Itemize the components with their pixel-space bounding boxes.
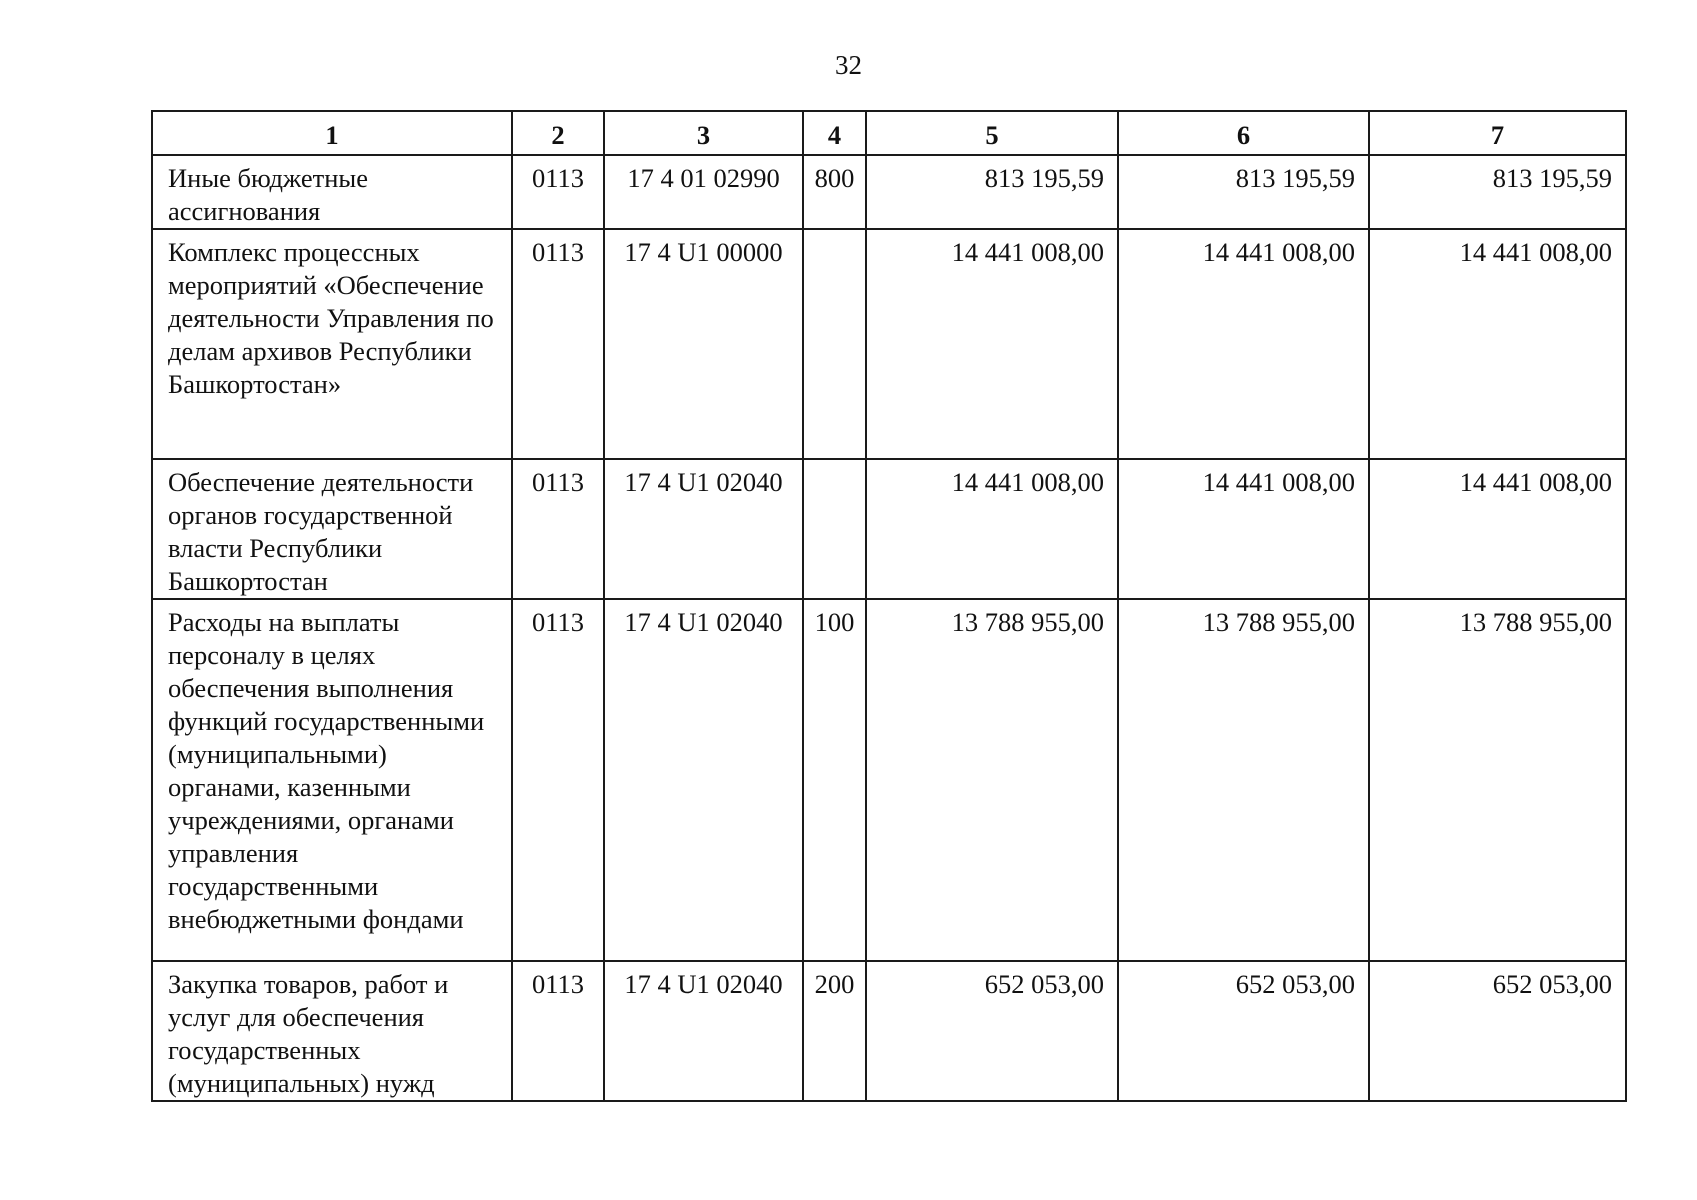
- budget-table: [151, 110, 1627, 1102]
- row-target: 17 4 U1 02040: [604, 961, 803, 1101]
- row-target: 17 4 01 02990: [604, 155, 803, 229]
- row-type: [803, 459, 866, 599]
- row-name: Обеспечение деятельности органов государственной власти Республики Башкортостан: [152, 459, 512, 599]
- row-section: 0113: [512, 155, 604, 229]
- row-amount-3: 13 788 955,00: [1369, 599, 1626, 961]
- row-amount-1: 13 788 955,00: [866, 599, 1118, 961]
- row-amount-3: 813 195,59: [1369, 155, 1626, 229]
- row-amount-3: 14 441 008,00: [1369, 229, 1626, 459]
- header-col-7: 7: [1369, 111, 1626, 155]
- header-col-4: 4: [803, 111, 866, 155]
- row-name: Расходы на выплаты персоналу в целях обеспечения выполнения функций государственными (муниципальными) органами, казенными учреждениями, органами управления государственными внебюджетными фондами: [152, 599, 512, 961]
- row-name: Закупка товаров, работ и услуг для обеспечения государственных (муниципальных) нужд: [152, 961, 512, 1101]
- row-section: 0113: [512, 599, 604, 961]
- row-amount-1: 813 195,59: [866, 155, 1118, 229]
- row-amount-2: 813 195,59: [1118, 155, 1369, 229]
- table-row: [152, 229, 1626, 459]
- row-amount-3: 652 053,00: [1369, 961, 1626, 1101]
- header-col-1: 1: [152, 111, 512, 155]
- row-amount-3: 14 441 008,00: [1369, 459, 1626, 599]
- row-target: 17 4 U1 02040: [604, 599, 803, 961]
- page-number: 32: [835, 50, 862, 80]
- row-type: 800: [803, 155, 866, 229]
- row-amount-2: 14 441 008,00: [1118, 459, 1369, 599]
- header-row: [152, 111, 1626, 155]
- header-col-2: 2: [512, 111, 604, 155]
- row-amount-1: 14 441 008,00: [866, 459, 1118, 599]
- row-amount-2: 14 441 008,00: [1118, 229, 1369, 459]
- row-target: 17 4 U1 02040: [604, 459, 803, 599]
- row-type: 100: [803, 599, 866, 961]
- header-col-5: 5: [866, 111, 1118, 155]
- row-section: 0113: [512, 229, 604, 459]
- table-row: [152, 459, 1626, 599]
- table-row: [152, 961, 1626, 1101]
- row-amount-2: 652 053,00: [1118, 961, 1369, 1101]
- table-body: [152, 155, 1626, 1101]
- row-name: Комплекс процессных мероприятий «Обеспечение деятельности Управления по делам архивов Республики Башкортостан»: [152, 229, 512, 459]
- row-amount-1: 652 053,00: [866, 961, 1118, 1101]
- table-row: [152, 599, 1626, 961]
- header-col-3: 3: [604, 111, 803, 155]
- row-amount-2: 13 788 955,00: [1118, 599, 1369, 961]
- row-type: 200: [803, 961, 866, 1101]
- header-col-6: 6: [1118, 111, 1369, 155]
- table-row: [152, 155, 1626, 229]
- row-type: [803, 229, 866, 459]
- row-name: Иные бюджетные ассигнования: [152, 155, 512, 229]
- row-target: 17 4 U1 00000: [604, 229, 803, 459]
- row-section: 0113: [512, 459, 604, 599]
- row-section: 0113: [512, 961, 604, 1101]
- row-amount-1: 14 441 008,00: [866, 229, 1118, 459]
- table-header: [152, 111, 1626, 155]
